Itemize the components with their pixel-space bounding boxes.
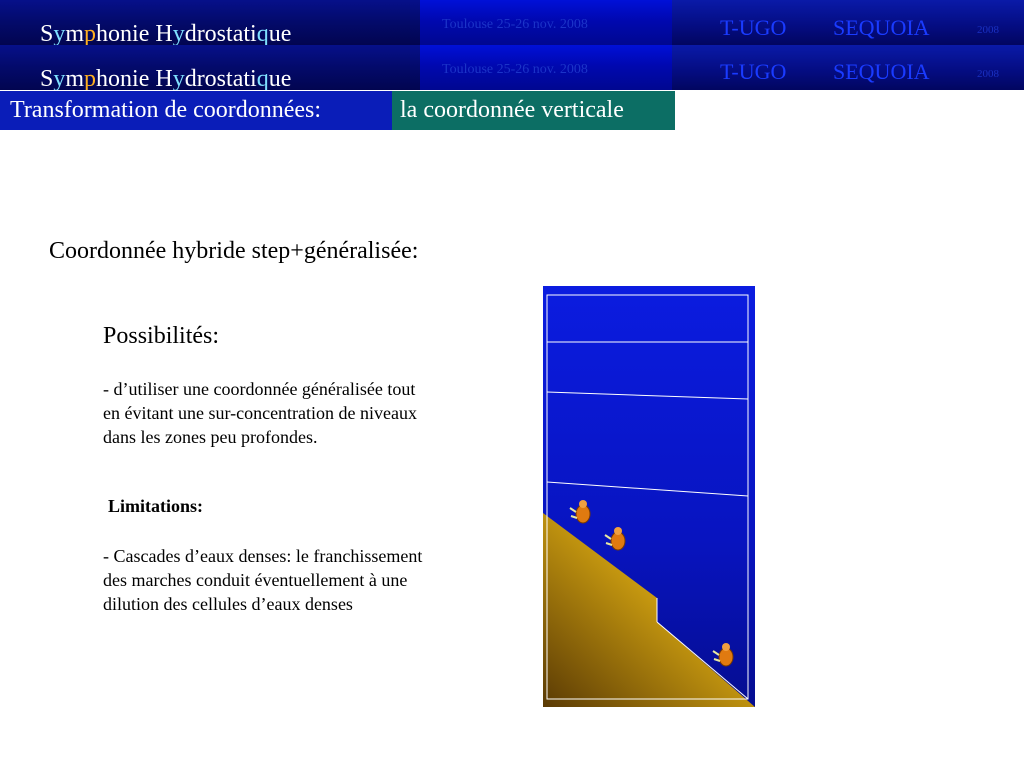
slide-title: Symphonie Hydrostatique	[40, 21, 292, 45]
tugo-label: T-UGO	[720, 59, 787, 84]
event-label: Toulouse 25-26 nov. 2008	[442, 17, 588, 32]
header-band-bottom	[0, 45, 1024, 90]
limitations-heading: Limitations:	[108, 496, 204, 516]
limitation-point: - Cascades d’eaux denses: le franchissement des marches conduit éventuellement à une dilution des cellules d’eaux denses	[103, 546, 423, 614]
possibility-point: - d’utiliser une coordonnée généralisée tout en évitant une sur-concentration de niveaux dans les zones peu profondes.	[103, 379, 418, 447]
tugo-label: T-UGO	[720, 15, 787, 40]
subheader-right: la coordonnée verticale	[392, 91, 675, 130]
possibilities-heading: Possibilités:	[103, 323, 220, 349]
vertical-coordinate-diagram	[543, 286, 755, 707]
sequoia-label: SEQUOIA	[833, 15, 930, 40]
year-label: 2008	[977, 68, 999, 80]
header-band-top	[0, 0, 1024, 45]
sequoia-label: SEQUOIA	[833, 59, 930, 84]
year-label: 2008	[977, 24, 999, 36]
subheader-left: Transformation de coordonnées:	[0, 91, 392, 130]
event-label: Toulouse 25-26 nov. 2008	[442, 62, 588, 77]
slide-title-repeat: Symphonie Hydrostatique	[40, 66, 292, 90]
section-heading: Coordonnée hybride step+généralisée:	[49, 238, 419, 264]
